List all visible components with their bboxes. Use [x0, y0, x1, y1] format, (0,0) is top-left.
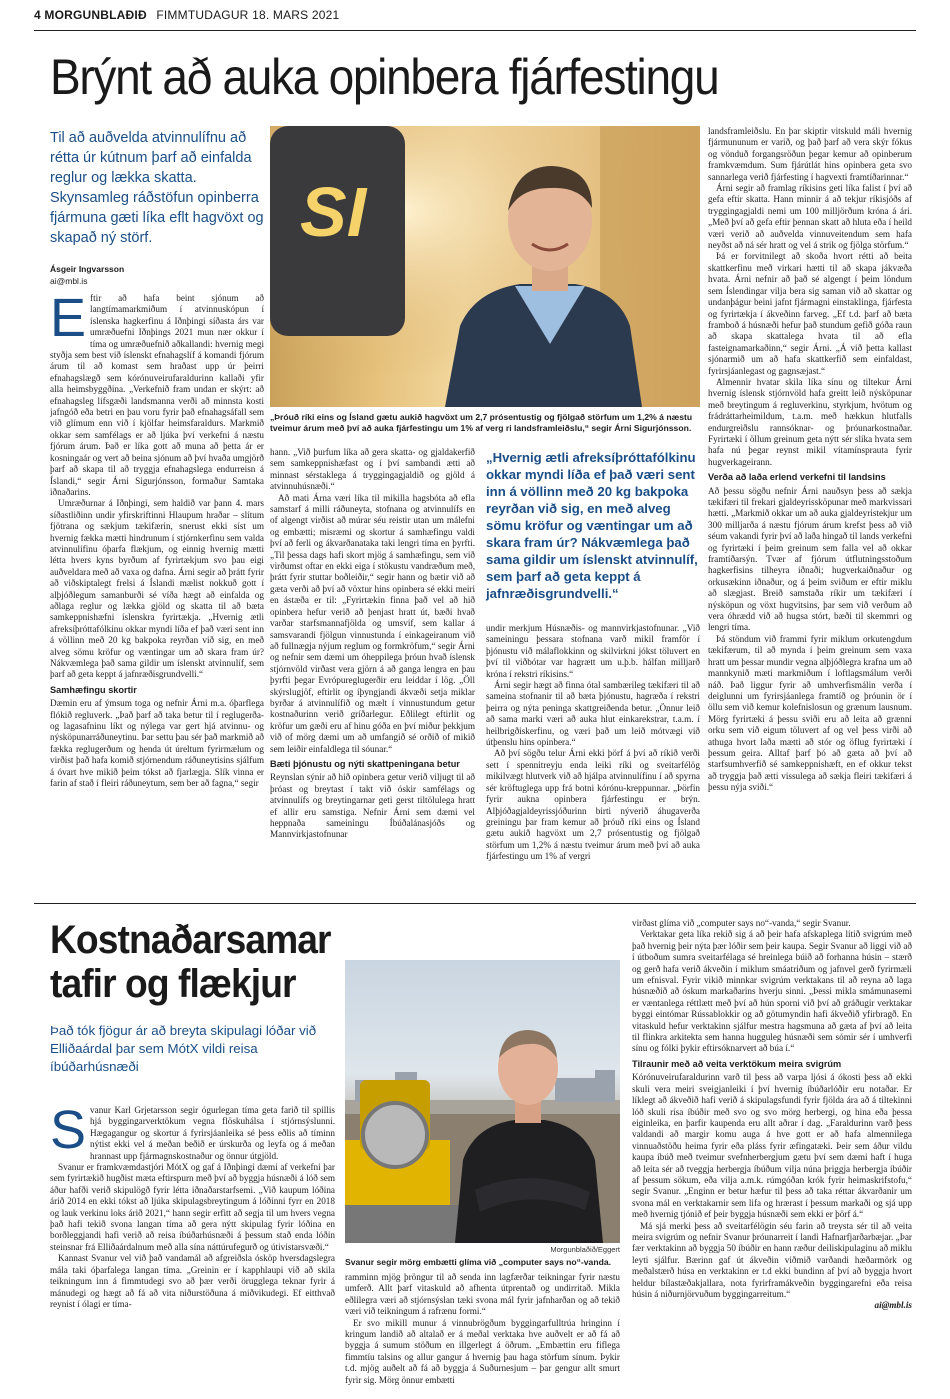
- paragraph: Að þessu sögðu nefnir Árni nauðsyn þess að sækja tækifæri til frekari gjaldeyrissköpunar með markvissari hætti. „Markmið okkar um að auka gjaldeyristekjur um 300 milljarða á næstu fjórum árum krefst þess að við séum vakandi fyrir því að laða hingað til lands verkefni og fyrirtæki í þeim greinum sem falla vel að okkar framtíðarsýn. Tvær af fjórum útflutningsstoðum hagkerfisins tilheyra iðnaði; hugverkaiðnaður og orkusækinn iðnaður, og á þeim sviðum er eftir miklu að slægjast. Breið samstaða ríkir um tækifæri í nýsköpun og vöxt hugvitsins, þar sem við verðum að vera óhrædd við að hugsa stórt, bæði til skemmri og lengri tíma.: [708, 485, 912, 633]
- page-header: [34, 8, 339, 22]
- paragraph: landsframleiðslu. En þar skiptir vitskuld máli hvernig fjármununum er varið, og það þarf að vera skýr fókus og vönduð forgangsröðun þegar kemur að opinberum framkvæmdum. Sum fjárútlát hins opinbera geta svo sannarlega verið fjárfesting í hagvexti framtíðarinnar.“: [708, 126, 912, 182]
- paragraph: Kórónuveirufaraldurinn varð til þess að varpa ljósi á ókosti þess að ekki skuli vera meiri sveigjanleiki í því hvernig íbúðarlóðir eru notaðar. Er líklegt að ákveðið hafi verið á skipulagsfundi fyrir fjölda ára að á tiltekinni lóð skuli rísa íbúðir með svo og svo mörg herbergi, og hina eða þessa eiginleika, en þarfir kaupenda eru allt aðrar í dag. „Faraldurinn varð þess valdandi að margir komu auga á hve gott er að hafa almennilega vinnuaðstöðu heima fyrir eða pláss fyrir æfingatæki. Þeir sem áður vildu kaupa íbúð með tveimur svefnherbergjum gætu því sem dæmi haft í huga að leita sér að tveggja herbergja íbúðum vilja núna þriggja herbergja íbúðir af þessum sökum, eða vilja a.m.k. rúmgóðan krók fyrir heimaskrifstofu,“ segir Svanur. „Enginn er betur hæfur til þess að taka réttar ákvarðanir um svona mál en verktakarnir sem lifa og hrærast í þessum markaði og sjá upp með hvernig tjónið ef þeir byggja húsnæði sem ekki er þörf á.“: [632, 1072, 912, 1220]
- paragraph: ftir að hafa beint sjónum að langtímamarkmiðum í atvinnuskópun í íslenska hagkerfinu á Iðnþingi síðasta árs var umræðuefni Iðnþings 2021 mun nær okkur í tíma og umræðuefnið aðkallandi: hvernig megi styðja sem best við íslenskt efnahagslíf á komandi fjórum árum til að komast sem hraðast upp úr þeirri efnahagslægð sem kórónuveirufaraldurinn kallaði yfir alla heimsbyggðina. „Verkefnið fram undan er skýrt: að efnahagsleg lífsgæði landsmanna verði að minnsta kosti jafngóð eða betri en þau voru fyrir það efnahagsáfall sem við glímum enn við í kjölfar heimsfaraldurs. Markmið okkar sem samfélags er að ljúka því verkefni á næstu fjórum árum. Það er líka gott að muna að þetta ár er kosningaár og vert að beina sjónum að því hvaða umgjörð þarf að skapa til að tryggja efnahagslega endurreisn á Íslandi,“ segir Árni Sigurjónsson, formaður Samtaka iðnaðarins.: [50, 293, 264, 497]
- paragraph: vanur Karl Grjetarsson segir ógurlegan tíma geta farið til spillis hjá byggingarverktökum vegna flöskuhálsa í stjórnsýslunni. Hægagangur og skortur á fyrirsjáanleika sé þess eðlis að tíminn nýtist ekki vel á meðan beðið er úrskurða og leyfa og á meðan hrannast upp fjármagnskostnaður og önnur útgjöld.: [90, 1105, 335, 1161]
- photo-credit: Morgunblaðið/Eggert: [550, 1245, 620, 1254]
- paragraph: Dæmin eru af ýmsum toga og nefnir Árni m.a. óþarflega flókið regluverk. „Það þarf að taka betur til í reglugerða- og lagasafninu líkt og nýlega var gert hjá atvinnu- og nýsköpunarráðuneytinu. Þar settu þau sér það markmið að fækka reglugerðum og henda út úreltum fyrirmælum og virðist það hafa komið stjórnendum ráðuneytisins sjálfum á óvart hve mikið þeim tókst að fjarlægja. Slík vinna er farin af stað í fleiri ráðuneytum, sem ber að fagna,“ segir: [50, 698, 264, 789]
- issue-date: FIMMTUDAGUR 18. MARS 2021: [156, 8, 340, 22]
- article-divider: [34, 903, 916, 904]
- article2-headline: Kostnaðarsamar tafir og flækjur: [50, 918, 331, 1006]
- paragraph: hann. „Við þurfum líka að gera skatta- og gjaldakerfið sem samkeppnishæfast og í því sambandi ætti að minnast sérstaklega á tryggingagjaldið og gjöld á atvinnuhúsnæði.“: [270, 447, 475, 492]
- dropcap: E: [50, 293, 87, 348]
- paragraph: Svanur er framkvæmdastjóri MótX og gaf á Iðnþingi dæmi af verkefni þar sem fyrirtækið hugðist mæta eftirspurn með því að byggja húsnæði á lóð sem áður hafði verið skipulögð fyrir létta iðnaðarstarfsemi. „Við kaupum lóðina árið 2014 en ekki tókst að ljúka skipulagsbreytingum á lóðinni fyrr en 2018 og lauk verkinu loks árið 2021,“ hann segir erfitt að segja til um hvers vegna það hafi tekið svona langan tíma að gera nýtt skipulag fyrir lóðina en borðleggjandi hafi verið að reisa íbúðarhúsnæði á þessum stað enda lóðin steinsnar frá Elliðaárdalnum með alla sína náttúrufegurð og útivistarsvæði.“: [50, 1162, 335, 1252]
- article1-column-2: [270, 447, 475, 895]
- article1-column-3: [486, 623, 700, 895]
- header-rule: [34, 30, 916, 31]
- subheading: Samhæfingu skortir: [50, 684, 137, 695]
- article2-column-2: [345, 1272, 620, 1390]
- portrait-illustration: [345, 960, 620, 1243]
- article1-caption: „Þróuð ríki eins og Ísland gætu aukið hagvöxt um 2,7 prósentustig og fjölgað störfum um 1,2% á næstu tveimur árum með því að auka fjárfestingu um 1% af verg ri landsframleiðslu,“ segir Árni Sigurjónsson.: [270, 412, 693, 433]
- page-number: 4: [34, 8, 41, 22]
- author-name: Ásgeir Ingvarsson: [50, 264, 125, 274]
- article1-photo: [270, 126, 700, 407]
- paragraph: Reynslan sýnir að hið opinbera getur verið viljugt til að þróast og breytast í takt við óskir samfélags og atvinnulífs og breytingarnar geti gerst tiltölulega hratt ef allir eru samstiga. Nefnir Árni sem dæmi vel heppnaða sameiningu Íbúðalánasjóðs og Mannvirkjastofnunar: [270, 772, 475, 840]
- portrait-illustration: [270, 126, 700, 407]
- article1-headline: Brýnt að auka opinbera fjárfestingu: [50, 49, 719, 105]
- article2-column-3: [632, 918, 912, 1390]
- article2-column-1: [50, 1105, 335, 1390]
- author-email[interactable]: ai@mbl.is: [50, 276, 88, 286]
- dropcap: S: [50, 1105, 87, 1160]
- paragraph: Verktakar geta líka rekið sig á að þeir hafa afskaplega lítið svigrúm með það hvernig þeir nýta þær lóðir sem þeir kaupa. Segir Svanur að liggi við að í útboðum sumra sveitarfélaga sé hreinlega búið að forhanna húsin – stærð og gerð hafa verið ákveðin í miklum smáatriðum og jafnvel gerð fyrirmæli um efnisval. Fyrir vikið minnkar svigrúm verktakans til að reyna að laga húsnæðið að óskum markaðarins hverju sinni. „Þessi mikla smámunasemi er væntanlega réttlætt með því að hún sporni við því að gráðugir verktakar byggi eintómar Rússablokkir og að götumyndin hafi ákveðið yfirbragð. En vitaskuld hefur verktakinn sjálfur mestra hagsmuna að gæta af því að leita til flinkra arkitekta sem hanna hugguleg húsnæði sem sómir sér í umhverfi sínu og fólki þykir eftirsóknarvert að búa í.“: [632, 929, 912, 1054]
- subheading: Verða að laða erlend verkefni til landsins: [708, 472, 886, 483]
- subheading: Tilraunir með að veita verktökum meira svigrúm: [632, 1058, 842, 1069]
- paragraph: Þá stöndum við frammi fyrir miklum orkutengdum tækifærum, til að mynda í þeim greinum sem vaxa hratt um þessar mundir vegna alþjóðlegra krafna um að mannkynið mæti markmiðum í loftlagsmálum verði náð. Það liggur fyrir að umhverfismálin verða í deiglunni um fyrirsjáanlega framtíð og þróunin ör í öllu sem við kemur kolefnislosun og grænum lausnum. Mörg fyrirtæki á þessu sviði eru að leita að grænni orku sem við eigum töluvert af og vel þess virði að athuga hvort laða mætti að stór og öflug fyrirtæki í þessum geira. Alltaf þarf þó að gæta að því að starfsumhverfið sé samkeppnishæft, en ef okkur tekst að tryggja það ætti vissulega að sækja fleiri tækifæri á þessu nýja sviði.“: [708, 633, 912, 793]
- article1-column-1: [50, 293, 264, 895]
- paper-name: MORGUNBLAÐIÐ: [44, 8, 147, 22]
- article2-photo: [345, 960, 620, 1243]
- article2-lead: Það tók fjögur ár að breyta skipulagi lóðar við Elliðaárdal þar sem MótX vildi reisa íbúðarhúsnæði: [50, 1023, 317, 1074]
- article1-byline: [50, 263, 264, 287]
- author-email[interactable]: ai@mbl.is: [874, 1300, 912, 1311]
- paragraph: Þá er forvitnilegt að skoða hvort rétti að beita skattkerfinu með virkari hætti til að skapa jákvæða hvata. Árni nefnir að það sé algengt í þeim löndum sem Íslendingar vilja bera sig saman við að skattar og undanþágur beini jafnt fjármagni einstaklinga, fjárfesta og fyrirtækja í ákveðinn farveg. „Ef t.d. þarf að bæta framboð á húsnæði hefur það stundum gefið góða raun að skapa skattalega hvata til að efla fasteignamarkaðinn,“ segir Árni. „Á við þetta kallast sjónarmið um að hafa skattkerfið sem einfaldast, fyrirsjáanlegast og gagnsæjast.“: [708, 251, 912, 376]
- paragraph: Árni segir hægt að finna ótal sambærileg tækifæri til að sameina stofnanir til að bæta þjónustu, hagræða í rekstri þeirra og nýta peninga skattgreiðenda betur. „Önnur leið að sama marki væri að auka hlut einkarekstrar, t.a.m. í heilbrigðiskerfinu, og væri það um leið mótvægi við útþenslu hins opinbera.“: [486, 680, 700, 748]
- paragraph: virðast glíma við „computer says no“-vanda,“ segir Svanur.: [632, 918, 851, 928]
- sign-letters: SI: [300, 173, 367, 251]
- paragraph: Árni segir að framlag ríkisins geti líka falist í því að gefa eftir skatta. Hann minnir á að tekjur ríkisjóðs af tryggingagjaldi nemi um 100 milljörðum króna á ári. „Með því að gefa eftir þennan skatt að hluta eða í heild væri verið að auðvelda vinnuveitendum sem hafa neyðst að ná sér hratt og vel á strik og fjölga störfum.“: [708, 183, 912, 251]
- article2-caption: Svanur segir mörg embætti glíma við „computer says no“-vanda.: [345, 1257, 611, 1267]
- paragraph: Almennir hvatar skila líka sínu og tiltekur Árni hvernig íslensk stjórnvöld hafa greitt leið nýsköpunar með breytingum á regluverkinu, styrkjum, hvötum og frádráttarheimildum, t.a.m. með hækkun hlutfalls endurgreiðslu rannsóknar- og þróunarkostnaðar. Fyrirtæki í öllum greinum geta nýtt sér slíka hvata sem hafa nú þegar reynst mikil vítamínsprauta fyrir hugverkageirann.: [708, 376, 912, 467]
- paragraph: ramminn mjög þröngur til að senda inn lagfærðar teikningar fyrir næstu umferð. Allt þarf vitaskuld að afhenta útprentað og undirritað. Mikla eðlilegra væri að stjórnsýslan tæki svona mál fyrir jafnharðan og að tekið væri við teikningum á rafrænu formi.“: [345, 1272, 620, 1317]
- paragraph: Að því sögðu telur Árni ekki þörf á því að ríkið verði sett í spennitreyju enda leiki ríki og sveitarfélög mikilvægt hlutverk við að hjálpa atvinnulífinu í að spyrna sér kröftuglega upp frá botni kórónu-kreppunnar. „Þörfin fyrir aukna opinbera fjárfestingu er brýn. Alþjóðagjaldeyrissjóðurinn birti nýverið áhugaverða greiningu þar fram kemur að þróuð ríki eins og Ísland gætu aukið hagvöxt um 2,7 prósentustig og fjölgað störfum um 1,2% á næstu tveimur árum með því að auka fjárfestingu um 1% af vergri: [486, 748, 700, 862]
- article1-pullquote: „Hvernig ætli afreksíþróttafólkinu okkar myndi líða ef það væri sent inn á völlinn með 20 kg bakpoka reyrðan við sig, en með alveg sömu kröfur og væntingar um að skara fram úr? Nákvæmlega það sama gildir um íslenskt atvinnulíf, sem þarf að geta keppt á jafnræðisgrundvelli.“: [486, 450, 698, 601]
- article1-column-4: [708, 126, 912, 896]
- paragraph: Má sjá merki þess að sveitarfélögin séu farin að treysta sér til að veita meira svigrúm og nefnir Svanur þróunarreit í landi Hafnarfjarðarbæjar. „Þar fær verktakinn að byggja 50 íbúðir en hann ræður deiliskipulaginu að miklu leyti sjálfur. Bærinn gaf út ákveðin viðmið varðandi hæðarmörk og meðalstærð húsa en verktakinn er t.d ekki bundinn af því að byggja hvort heldur bílastæðakjallara, nota fyrirframákveðin byggingarefni eða reisa húsin á niðurnjörvuðum byggingarreitum.“: [632, 1220, 912, 1299]
- paragraph: undir merkjum Húsnæðis- og mannvirkjastofnunar. „Við sameiningu þessara stofnana varð mikil framför í þjónustu við málaflokkinn og skilvirkni jókst töluvert en því til viðbótar var hagrætt um u.þ.b. hálfan milljarð króna í rekstri ríkisins.“: [486, 623, 700, 679]
- paragraph: Umræðurnar á Iðnþingi, sem haldið var þann 4. mars síðastliðinn undir yfirskriftinni Hlaupum hraðar – slítum fjötrana og sækjum tækifærin, snerust ekki síst um hvernig fækka mætti hindrunum í stjórnkerfinu sem valda atvinnulífinu óþarfa flækjum, og einnig hvernig mætti létta hvers kyns byrðum af fyrirtækjum svo þau eigi auðveldara með að vaxa og dafna. Árni segir að þrátt fyrir að viðskiptalegt frelsi á Íslandi mælist nokkuð gott í alþjóðlegum samanburði sé víða hægt að einfalda og aðlaga reglur og lækka gjöld og skatta til að bæta samkeppnishæfni íslenskra fyrirtækja. „Hvernig ætli afreksíþróttafólkinu okkar myndi líða ef það væri sent inn á völlinn með 20 kg bakpoka reyrðan við sig, en með alveg sömu kröfur og væntingar um að skara fram úr? Nákvæmlega það sama gildir um íslenskt atvinnulíf, sem þarf að geta keppt á jafnræðisgrundvelli.“: [50, 498, 264, 680]
- subheading: Bæti þjónustu og nýti skattpeningana betur: [270, 758, 460, 769]
- paragraph: Að mati Árna væri líka til mikilla hagsbóta að efla samstarf á milli ráðuneyta, stofnana og atvinnulífs en of algengt virðist að múrar séu reistir utan um málefni og embætti; misræmi og skortur á samhæfingu valdi því að ferli og ákvarðanataka taki lengri tíma en þyrfti. „Til þessa dags hafi skort mjög á samhæfingu, sem við virðumst oftar en ekki eiga í stökustu vandræðum með, þrátt fyrir stuttar boðleiðir,“ segir hann og bætir við að gæta verði að því að vöxtur hins opinbera sé ekki meiri en ástæða er til: „Fyrirtækin finna það vel að hið opinbera hefur verið að þenjast hratt út, bæði hvað varðar starfsmannafjölda og umsvif, sem kallar á samsvarandi fjölgun vinnustunda í einkageiranum við að fullnægja nýjum reglum og formkröfum,“ segir Árni og nefnir sem dæmi um óheppilega þróun hvað íslensk stjórnvöld virðast vera gjörn á að ganga lengra en þau þyrfti þegar Evrópureglugerðir eru leiddar í lög. „Öll skýrslugjöf, eftirlit og íþyngjandi ákvæði setja miklar byrðar á atvinnulífið og mælt í vinnustundum getur kostnaðurinn verið gríðarlegur. Eðlilegt eftirlit og kröfur um gæði eru af hinu góða en því miður þekkjum við of mörg dæmi um að umfangið sé orðið of mikið sem leiðir einfaldlega til sóunar.“: [270, 492, 475, 754]
- article1-lead: Til að auðvelda atvinnulífnu að rétta úr kútnum þarf að einfalda reglur og lækka skatta. Skynsamleg ráðstöfun opinberra fjármuna gæti líka eflt hagvöxt og skapað ný störf.: [50, 130, 264, 246]
- paragraph: Kannast Svanur vel við það vandamál að afgreiðsla ósköp hversdagslegra mála taki óþarfalega langan tíma. „Greinin er í kapphlaupi við að skila teikningum inn á fimmtudegi svo að þær verði örugglega teknar fyrir á mánudegi og hægt að fá að vita niðurstöðuna á miðvikudegi. Ef eitthvað reynist í ólagi er tíma-: [50, 1253, 335, 1309]
- paragraph: Er svo mikill munur á vinnubrögðum byggingarfulltrúa hringinn í kringum landið að altalað er á meðal verktaka hve auðvelt er að fá að byggja á sumum stöðum en illgerlegt á öðrum. „Embættin eru fiflega fimmtíu talsins og allur gangur á hvernig þau haga störfum sínum. Þykir t.d. mjög auðelt að fá að byggja á Suðurnesjum – þar gengur allt smurt fyrir sig. Mörg önnur embætti: [345, 1317, 620, 1385]
